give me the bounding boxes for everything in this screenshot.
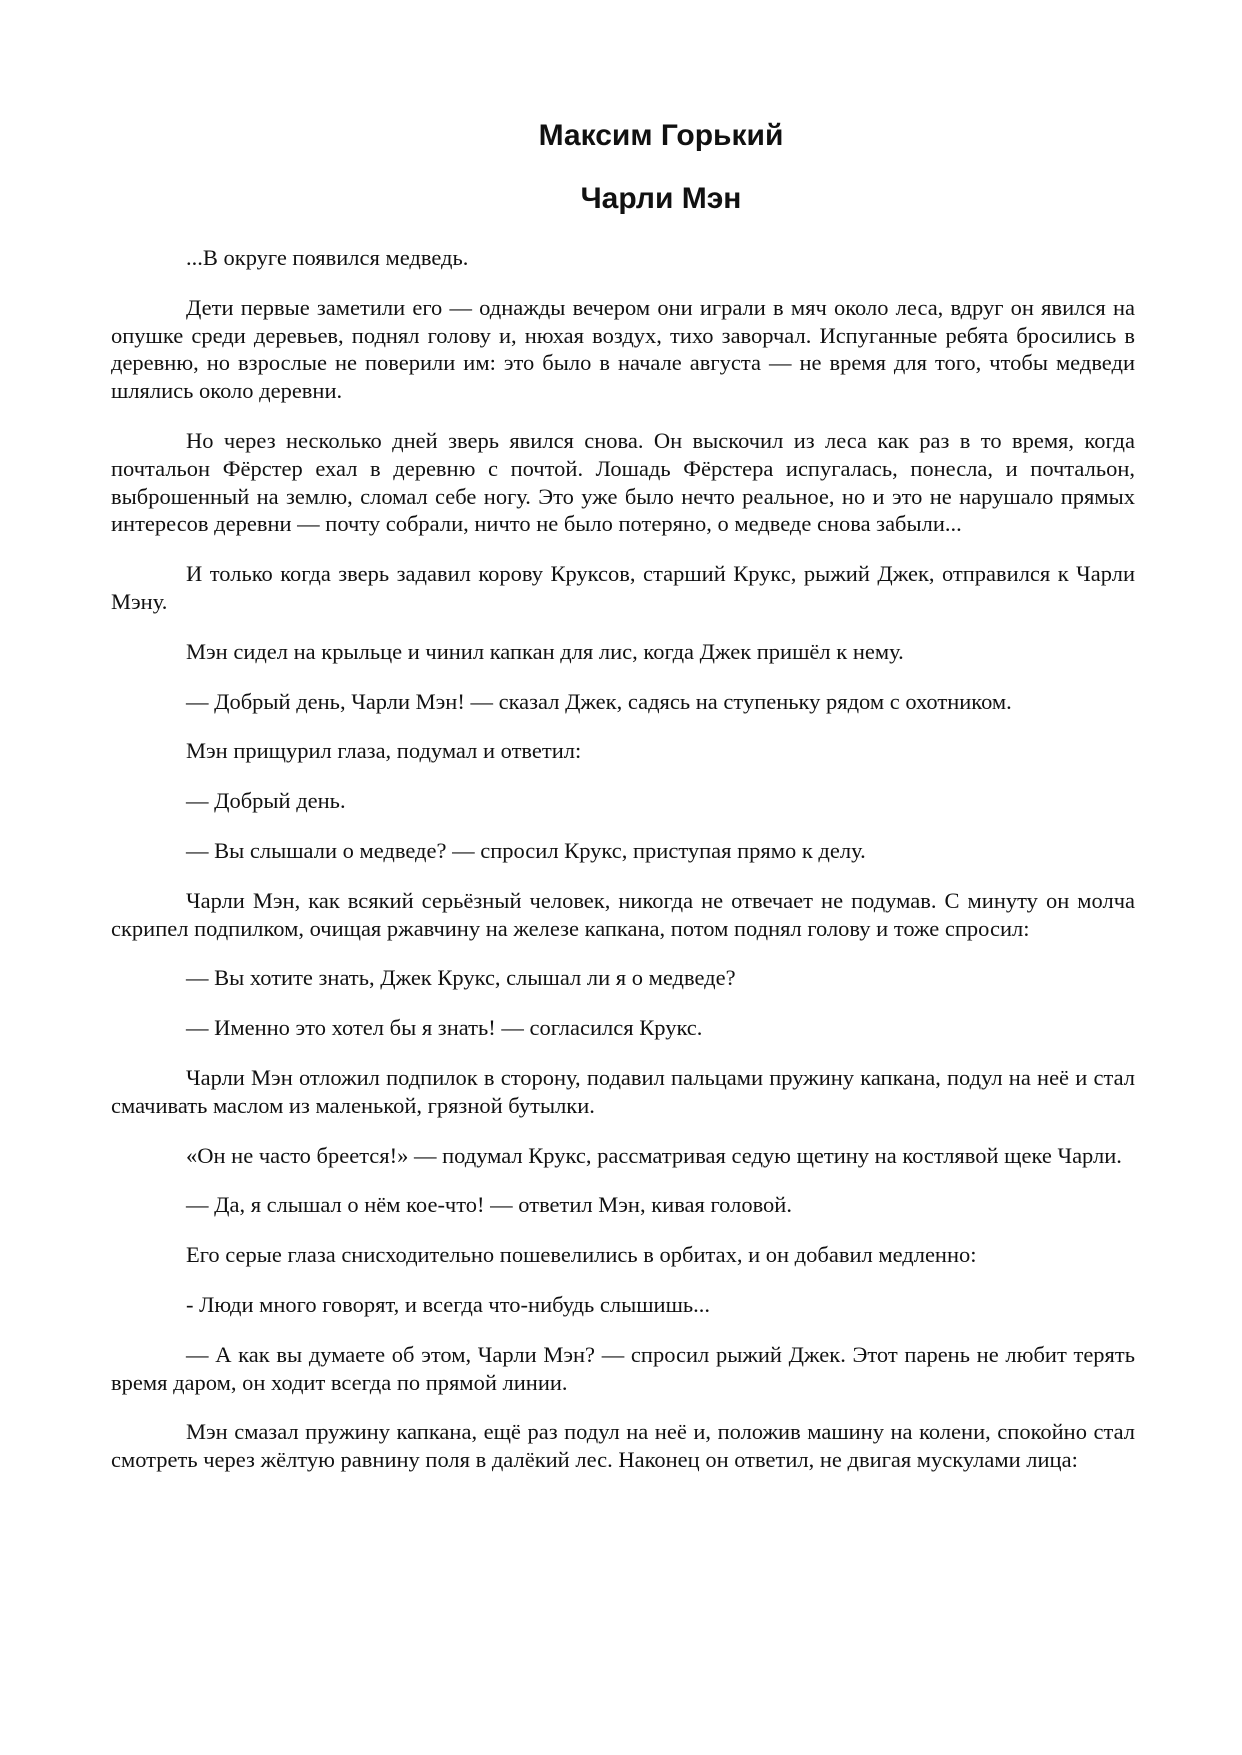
paragraph: «Он не часто бреется!» — подумал Крукс, рассматривая седую щетину на костлявой щеке Чарли. bbox=[186, 1142, 1122, 1168]
paragraph: Мэн прищурил глаза, подумал и ответил: bbox=[186, 738, 582, 764]
paragraph: Его серые глаза снисходительно пошевелились в орбитах, и он добавил медленно: bbox=[186, 1242, 977, 1268]
paragraph: Мэн сидел на крыльце и чинил капкан для лис, когда Джек пришёл к нему. bbox=[186, 638, 904, 664]
paragraph: Мэн смазал пружину капкана, ещё раз подул на неё и, положив машину на колени, спокойно стал смотреть через жёлтую равнину поля в далёкий лес. Наконец он ответил, не двигая мускулами лица: bbox=[111, 1419, 1135, 1473]
paragraph: Чарли Мэн отложил подпилок в сторону, подавил пальцами пружину капкана, подул на неё и стал смачивать маслом из маленькой, грязной бутылки. bbox=[111, 1064, 1135, 1118]
paragraph: — Именно это хотел бы я знать! — согласился Крукс. bbox=[186, 1015, 703, 1041]
story-text bbox=[111, 244, 1135, 1496]
paragraph: — Да, я слышал о нём кое-что! — ответил Мэн, кивая головой. bbox=[186, 1192, 792, 1218]
paragraph: — Вы слышали о медведе? — спросил Крукс, приступая прямо к делу. bbox=[186, 837, 866, 863]
title-heading: Чарли Мэн bbox=[580, 182, 742, 215]
author-heading: Максим Горький bbox=[538, 119, 784, 152]
paragraph: Чарли Мэн, как всякий серьёзный человек, никогда не отвечает не подумав. С минуту он молча скрипел подпилком, очищая ржавчину на железе капкана, потом поднял голову и тоже спросил: bbox=[111, 887, 1135, 941]
paragraph: ...В округе появился медведь. bbox=[186, 245, 469, 270]
paragraph: — Добрый день. bbox=[186, 788, 346, 814]
paragraph: — Вы хотите знать, Джек Крукс, слышал ли я о медведе? bbox=[186, 965, 736, 991]
paragraph: И только когда зверь задавил корову Круксов, старший Крукс, рыжий Джек, отправился к Чарли Мэну. bbox=[111, 561, 1135, 614]
paragraph: — А как вы думаете об этом, Чарли Мэн? — спросил рыжий Джек. Этот парень не любит терять время даром, он ходит всегда по прямой линии. bbox=[111, 1341, 1135, 1395]
paragraph: Но через несколько дней зверь явился снова. Он выскочил из леса как раз в то время, когда почтальон Фёрстер ехал в деревню с почтой. Лошадь Фёрстера испугалась, понесла, и почтальон, выброшенный на землю, сломал себе ногу. Это уже было нечто реальное, но и это не нарушало прямых интересов деревни — почту собрали, ничто не было потеряно, о медведе снова забыли... bbox=[111, 427, 1135, 537]
paragraph: Дети первые заметили его — однажды вечером они играли в мяч около леса, вдруг он явился на опушке среди деревьев, поднял голову и, нюхая воздух, тихо заворчал. Испуганные ребята бросились в деревню, но взрослые не поверили им: это было в начале августа — не время для того, чтобы медведи шлялись около деревни. bbox=[111, 294, 1135, 404]
paragraph: - Люди много говорят, и всегда что-нибудь слышишь... bbox=[186, 1291, 711, 1317]
paragraph: — Добрый день, Чарли Мэн! — сказал Джек, садясь на ступеньку рядом с охотником. bbox=[186, 688, 1012, 714]
